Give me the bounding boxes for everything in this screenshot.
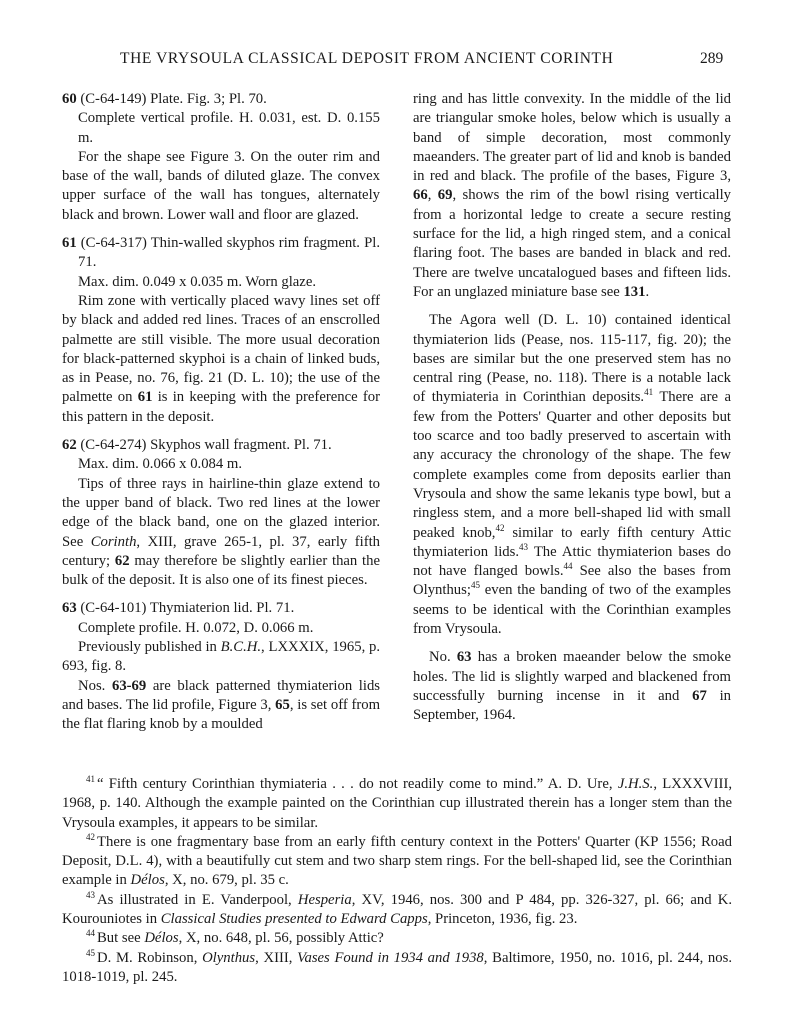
footnote-41: $^{41}$ “ Fifth century Corinthian thymiateria . . . do not readily come to mind.” A. D. Ure, J.H.S., LXXXVIII, 1968, p. 140. Although the example painted on the Corinthian cup illustrated therein has a longer stem than the Vrysoula examples, it appears to be similar.: [62, 774, 733, 831]
footnote-ref: 43: [519, 541, 529, 552]
footnote-ref: 45: [470, 580, 480, 591]
footnotes: [62, 775, 732, 987]
catalogue-ref: 69: [437, 187, 453, 204]
citation-title: Corinth: [90, 533, 137, 550]
catalogue-ref: 62: [114, 552, 130, 569]
catalogue-ref: 66: [413, 187, 428, 204]
entry-60-dimensions: Complete vertical profile. H. 0.031, est. D. 0.155 m.: [78, 110, 380, 146]
catalogue-ref: 65: [275, 696, 290, 713]
entry-62-heading: 62 (C-64-274) Skyphos wall fragment. Pl. 71.: [62, 437, 332, 454]
entry-63-dimensions: Complete profile. H. 0.072, D. 0.066 m.: [78, 619, 314, 636]
catalogue-ref: 131: [623, 283, 646, 300]
catalogue-ref: 67: [692, 687, 707, 704]
footnote-43: $^{43}$ As illustrated in E. Vanderpool, Hesperia, XV, 1946, nos. 300 and P 484, pp. 326-327, pl. 66; and K. Kourouniotes in Classical Studies presented to Edward Capps, Princeton, 1936, fig. 23.: [62, 889, 732, 928]
entry-61-description: Rim zone with vertically placed wavy lines set off by black and added red lines. Traces of an enscrolled palmette are still visible. The more usual decoration for black-patterned skyphoi is a chain of linked buds, as in Pease, no. 76, fig. 21 (D. L. 10); the use of the palmette on 61 is in keeping with the preference for this pattern in the deposit.: [62, 292, 380, 425]
thymiaterion-paragraph: Nos. 63-69 are black patterned thymiaterion lids and bases. The lid profile, Figure 3, 65, is set off from the flat flaring knob by a moulded: [62, 677, 381, 733]
entry-63-publication: Previously published in B.C.H., LXXXIX, 1965, p. 693, fig. 8.: [62, 639, 381, 675]
no-63-paragraph: No. 63 has a broken maeander below the smoke holes. The lid is slightly warped and blackened from successfully burning incense in it and 67 in September, 1964.: [413, 649, 732, 724]
catalogue-ref: 63: [456, 649, 472, 666]
footnote-ref: 44: [563, 561, 573, 572]
footnote-44: $^{44}$ But see Délos, X, no. 648, pl. 56, possibly Attic?: [86, 928, 384, 947]
catalogue-number: 63: [62, 600, 77, 617]
catalogue-number: 60: [62, 91, 77, 107]
catalogue-ref: 63-69: [111, 677, 147, 694]
agora-well-paragraph: The Agora well (D. L. 10) contained identical thymiaterion lids (Pease, nos. 115-117, fig. 20); the bases are similar but the one preserved stem has no central ring (Pease, no. 118). There is a notable lack of thymiateria in Corinthian deposits.$^{41}$ There are a few from the Potters' Quarter and other deposits but too scarce and too badly preserved to ascertain with any accuracy the chronology of the shape. The few complete examples come from deposits earlier than Vrysoula and show the same lekanis type bowl, but a ringless stem, and a more bell-shaped lid with small peaked knob,$^{42}$ similar to early fifth century Attic thymiaterion lids.$^{43}$ The Attic thymiaterion bases do not have flanged bowls.$^{44}$ See also the bases from Olynthus;$^{45}$ even the banding of two of the examples seems to be identical with the Corinthian examples from Vrysoula.: [413, 312, 732, 638]
entry-62-dimensions: Max. dim. 0.066 x 0.084 m.: [78, 456, 243, 473]
entry-62-description: Tips of three rays in hairline-thin glaze extend to the upper band of black. Two red lines at the lower edge of the black band, one on the glazed interior. See Corinth, XIII, grave 265-1, pl. 37, early fifth century; 62 may therefore be slightly earlier than the bulk of the deposit. It is also one of its finest pieces.: [62, 475, 381, 589]
entry-63-heading: 63 (C-64-101) Thymiaterion lid. Pl. 71.: [62, 600, 295, 617]
running-header: [0, 50, 794, 74]
catalogue-number: 61: [62, 235, 77, 252]
running-title: THE VRYSOULA CLASSICAL DEPOSIT FROM ANCIENT CORINTH: [120, 50, 614, 67]
catalogue-number: 62: [62, 437, 77, 454]
catalogue-ref: 61: [137, 389, 153, 406]
footnote-ref: 41: [644, 387, 654, 398]
left-column: [62, 90, 380, 735]
citation-title: B.C.H.: [220, 639, 262, 656]
paragraph-continuation: ring and has little convexity. In the middle of the lid are triangular smoke holes, below which is usually a band of simple decoration, most commonly maeanders. The greater part of lid and knob is banded in red and black. The profile of the bases, Figure 3, 66, 69, shows the rim of the bowl rising vertically from a horizontal ledge to create a secure resting surface for the lid, a high ringed stem, and a conical flaring foot. The bases are banded in black and red. There are twelve uncatalogued bases and fifteen lids. For an unglazed miniature base see 131.: [413, 91, 731, 300]
page-number: 289: [700, 50, 724, 67]
entry-61-dimensions: Max. dim. 0.049 x 0.035 m. Worn glaze.: [78, 273, 317, 290]
footnote-42: $^{42}$ There is one fragmentary base from an early fifth century context in the Potters' Quarter (KP 1556; Road Deposit, D.L. 4), with a beautifully cut stem and two sharp stem rings. For the bell-shaped lid, see the Corinthian example in Délos, X, no. 679, pl. 35 c.: [62, 832, 732, 889]
right-column: [413, 90, 731, 726]
entry-61-heading: 61 (C-64-317) Thin-walled skyphos rim fragment. Pl. 71.: [62, 235, 380, 271]
entry-60-description: For the shape see Figure 3. On the outer rim and base of the wall, bands of diluted glaze. The convex upper surface of the wall has tongues, alternately black and brown. Lower wall and floor are glazed.: [62, 148, 380, 223]
entry-60-heading: 60 (C-64-149) Plate. Fig. 3; Pl. 70.: [62, 91, 267, 107]
footnote-45: $^{45}$ D. M. Robinson, Olynthus, XIII, Vases Found in 1934 and 1938, Baltimore, 1950, no. 1016, pl. 244, nos. 1018-1019, pl. 245.: [62, 947, 733, 985]
footnote-ref: 42: [495, 522, 505, 533]
